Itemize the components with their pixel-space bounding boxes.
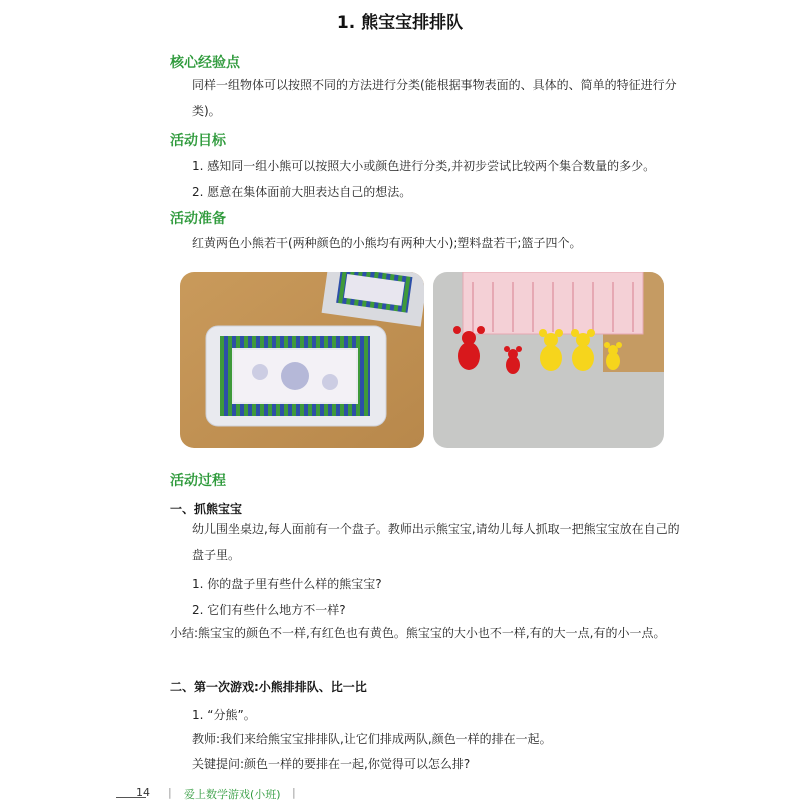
tray-photo-image [180, 272, 424, 448]
part2-teacher: 教师:我们来给熊宝宝排排队,让它们排成两队,颜色一样的排在一起。 [192, 732, 552, 746]
yellow-bear-large-2 [571, 329, 595, 371]
footer-divider-right: | [292, 786, 296, 799]
book-title: 爱上数学游戏(小班) [184, 788, 281, 801]
page-title: 1. 熊宝宝排排队 [336, 13, 464, 33]
yellow-bear-large-1 [539, 329, 563, 371]
heading-goals: 活动目标 [170, 133, 226, 149]
part2-title: 二、第一次游戏:小熊排排队、比一比 [170, 680, 367, 694]
bears-photo [433, 272, 664, 448]
part1-intro: 幼儿围坐桌边,每人面前有一个盘子。教师出示熊宝宝,请幼儿每人抓取一把熊宝宝放在自己的盘子里。 [192, 522, 680, 562]
heading-process: 活动过程 [170, 473, 226, 489]
page-number: 14 [136, 786, 150, 799]
part1-item-1: 1. 你的盘子里有些什么样的熊宝宝? [192, 577, 382, 591]
goal-item-1: 1. 感知同一组小熊可以按照大小或颜色进行分类,并初步尝试比较两个集合数量的多少。 [192, 159, 656, 173]
heading-prep: 活动准备 [170, 211, 226, 227]
part2-item-1: 1. “分熊”。 [192, 708, 256, 722]
prep-text: 红黄两色小熊若干(两种颜色的小熊均有两种大小);塑料盘若干;篮子四个。 [192, 236, 582, 250]
core-text: 同样一组物体可以按照不同的方法进行分类(能根据事物表面的、具体的、简单的特征进行分类)。 [192, 78, 677, 118]
footer-divider-left: | [168, 786, 172, 799]
bears-photo-image [433, 272, 664, 448]
heading-core: 核心经验点 [170, 55, 240, 71]
part2-question: 关键提问:颜色一样的要排在一起,你觉得可以怎么排? [192, 757, 471, 771]
part1-summary: 小结:熊宝宝的颜色不一样,有红色也有黄色。熊宝宝的大小也不一样,有的大一点,有的小一点。 [170, 626, 666, 640]
tray-photo [180, 272, 424, 448]
part1-title: 一、抓熊宝宝 [170, 502, 243, 516]
part1-item-2: 2. 它们有些什么地方不一样? [192, 603, 346, 617]
goal-item-2: 2. 愿意在集体面前大胆表达自己的想法。 [192, 185, 412, 199]
